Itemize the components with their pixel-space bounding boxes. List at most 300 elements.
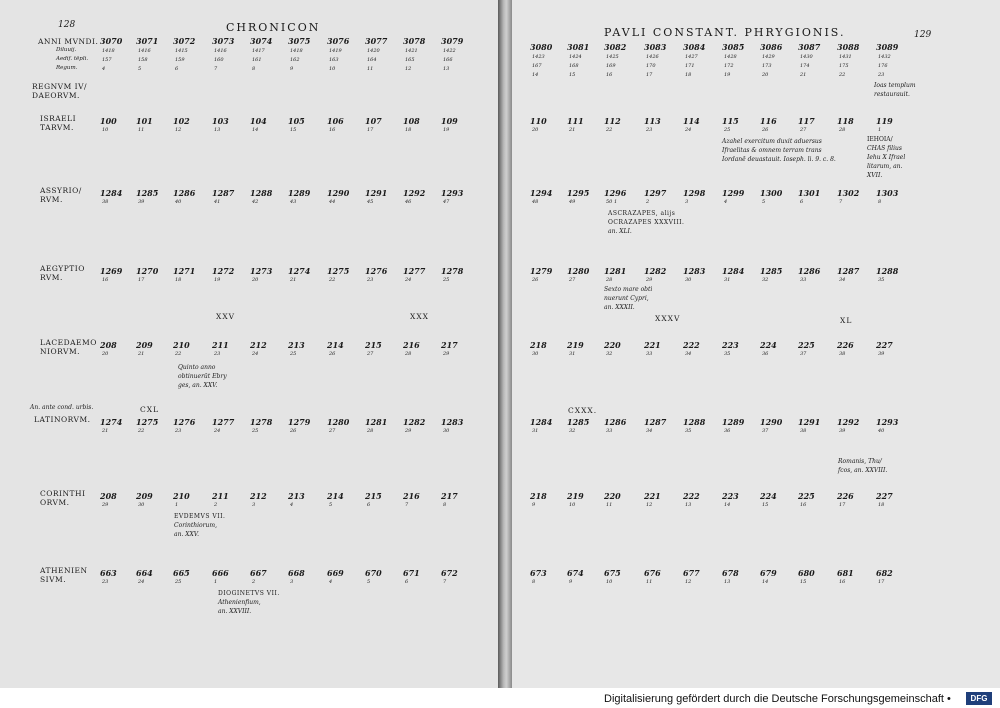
era-value: 1432 (878, 54, 891, 60)
regnal-year: 221 (644, 491, 661, 501)
regnal-sub: 3 (252, 502, 256, 508)
regnal-year: 112 (604, 116, 621, 126)
regnal-sub: 22 (175, 351, 182, 357)
regnal-sub: 25 (290, 351, 297, 357)
regnal-sub: 30 (138, 502, 145, 508)
regnal-sub: 25 (724, 127, 731, 133)
era-value: 18 (685, 72, 692, 78)
regnal-year: 1296 (604, 188, 627, 198)
era-value: 174 (800, 63, 810, 69)
regnal-sub: 16 (329, 127, 336, 133)
regnal-year: 663 (100, 568, 117, 578)
regnal-sub: 35 (878, 277, 885, 283)
regnal-sub: 35 (685, 428, 692, 434)
romani-note: Romanis, Thu/ (838, 458, 882, 465)
regnal-year: 116 (760, 116, 777, 126)
regnal-year: 100 (100, 116, 117, 126)
era-value: 1419 (329, 48, 342, 54)
regnal-year: 1283 (683, 266, 706, 276)
roman-numeral: CXL (140, 405, 160, 414)
regnal-year: 216 (403, 491, 420, 501)
regnal-sub: 26 (329, 351, 336, 357)
regnal-sub: 28 (367, 428, 374, 434)
regnal-year: 209 (136, 491, 153, 501)
regnal-year: 676 (644, 568, 661, 578)
era-value: 6 (175, 66, 179, 72)
year-of-world: 3072 (173, 36, 196, 46)
regnal-year: 1287 (644, 417, 667, 427)
regnal-year: 666 (212, 568, 229, 578)
regnal-year: 102 (173, 116, 190, 126)
athens-note: Athenienfium, (218, 599, 261, 606)
regnal-year: 1284 (100, 188, 123, 198)
era-value: 158 (138, 57, 148, 63)
era-value: 22 (839, 72, 846, 78)
regnal-sub: 21 (138, 351, 145, 357)
regnal-sub: 22 (138, 428, 145, 434)
regnal-sub: 30 (532, 351, 539, 357)
regnal-year: 220 (604, 340, 621, 350)
regnal-year: 224 (760, 340, 777, 350)
regnal-year: 1284 (722, 266, 745, 276)
regnal-year: 114 (683, 116, 700, 126)
regnal-year: 1295 (567, 188, 590, 198)
regnal-sub: 34 (646, 428, 653, 434)
year-of-world: 3083 (644, 42, 667, 52)
regnal-sub: 37 (762, 428, 769, 434)
regnal-sub: 36 (762, 351, 769, 357)
regnal-year: 673 (530, 568, 547, 578)
roman-numeral: CXXX. (568, 406, 598, 415)
regnal-sub: 8 (532, 579, 536, 585)
regnal-year: 679 (760, 568, 777, 578)
regnal-year: 1290 (760, 417, 783, 427)
era-value: 171 (685, 63, 695, 69)
year-of-world: 3086 (760, 42, 783, 52)
era-value: 1422 (443, 48, 456, 54)
regnal-year: 1281 (604, 266, 627, 276)
regnal-sub: 28 (839, 127, 846, 133)
era-value: 10 (329, 66, 336, 72)
regnal-sub: 28 (405, 351, 412, 357)
roman-numeral: XL (840, 316, 853, 325)
era-value: 4 (102, 66, 106, 72)
regnal-year: 667 (250, 568, 267, 578)
regnal-year: 1288 (250, 188, 273, 198)
regnal-sub: 11 (606, 502, 613, 508)
era-value: 163 (329, 57, 339, 63)
regnal-sub: 4 (290, 502, 294, 508)
regnal-year: 1289 (722, 417, 745, 427)
era-value: 162 (290, 57, 300, 63)
regnal-sub: 24 (138, 579, 145, 585)
regnal-year: 222 (683, 340, 700, 350)
regnal-sub: 1 (175, 502, 179, 508)
regnal-sub: 25 (175, 579, 182, 585)
regnal-sub: 42 (252, 199, 259, 205)
regnal-sub: 23 (367, 277, 374, 283)
kingdom-label: LATINORVM. (34, 415, 91, 424)
regnal-sub: 47 (443, 199, 450, 205)
regnal-sub: 8 (443, 502, 447, 508)
era-value: 166 (443, 57, 453, 63)
regnal-year: 108 (403, 116, 420, 126)
regnal-sub: 17 (138, 277, 145, 283)
regnal-sub: 7 (405, 502, 409, 508)
regnal-year: 221 (644, 340, 661, 350)
regnal-sub: 9 (569, 579, 573, 585)
regnal-sub: 12 (175, 127, 182, 133)
regnal-year: 1274 (100, 417, 123, 427)
regnal-year: 1300 (760, 188, 783, 198)
regnal-sub: 23 (175, 428, 182, 434)
regnal-sub: 26 (762, 127, 769, 133)
era-value: 20 (762, 72, 769, 78)
regnal-year: 220 (604, 491, 621, 501)
regnal-sub: 23 (214, 351, 221, 357)
kingdom-label: ASSYRIO/ (40, 186, 82, 195)
regnal-year: 119 (876, 116, 893, 126)
azael-note: Ifraelitas & omnem terram trans (722, 147, 822, 154)
regnal-sub: 5 (762, 199, 766, 205)
lacedaemon-note: Quinto anno (178, 364, 216, 371)
romani-note: fcos, an. XXVIII. (838, 467, 888, 474)
regnal-sub: 6 (367, 502, 371, 508)
left-page (0, 0, 498, 688)
regnal-sub: 10 (569, 502, 576, 508)
regnal-sub: 12 (685, 579, 692, 585)
sexto-note: nuerunt Cypri, (604, 295, 649, 302)
year-of-world: 3089 (876, 42, 899, 52)
regnal-year: 223 (722, 340, 739, 350)
regnal-sub: 38 (102, 199, 109, 205)
regnal-sub: 23 (646, 127, 653, 133)
regnal-sub: 20 (102, 351, 109, 357)
era-value: 12 (405, 66, 412, 72)
regnal-year: 1286 (604, 417, 627, 427)
regnal-sub: 31 (532, 428, 539, 434)
regnal-sub: 27 (569, 277, 576, 283)
regnal-year: 224 (760, 491, 777, 501)
regnal-year: 1276 (173, 417, 196, 427)
era-value: 1415 (175, 48, 188, 54)
era-value: 1416 (138, 48, 151, 54)
era-value: 161 (252, 57, 262, 63)
regnal-sub: 26 (290, 428, 297, 434)
athens-note: an. XXVIII. (218, 608, 252, 615)
regnal-year: 1279 (530, 266, 553, 276)
era-value: 1417 (252, 48, 265, 54)
regnal-year: 1281 (365, 417, 388, 427)
kingdom-label: ISRAELI (40, 114, 77, 123)
year-of-world: 3084 (683, 42, 706, 52)
era-value: 169 (606, 63, 616, 69)
running-head: PAVLI CONSTANT. PHRYGIONIS. (604, 26, 846, 39)
regnal-sub: 26 (532, 277, 539, 283)
regnal-year: 1291 (798, 417, 821, 427)
anni-mundi-label: ANNI MVNDI. (38, 37, 99, 46)
regnal-year: 1290 (327, 188, 350, 198)
regnal-sub: 1 (214, 579, 218, 585)
regnal-year: 1273 (250, 266, 273, 276)
regnal-year: 1285 (567, 417, 590, 427)
era-value: 1431 (839, 54, 852, 60)
regnal-sub: 17 (878, 579, 885, 585)
regnal-sub: 33 (646, 351, 653, 357)
regnal-year: 212 (250, 491, 267, 501)
regnal-year: 1286 (173, 188, 196, 198)
era-value: 14 (532, 72, 539, 78)
regnal-sub: 13 (724, 579, 731, 585)
regnal-sub: 21 (569, 127, 576, 133)
regnal-year: 672 (441, 568, 458, 578)
era-value: 1420 (367, 48, 380, 54)
era-value: 13 (443, 66, 450, 72)
regnal-year: 212 (250, 340, 267, 350)
regnal-sub: 7 (839, 199, 843, 205)
era-sub-label: Regum. (56, 65, 78, 71)
regnal-year: 1280 (567, 266, 590, 276)
regnal-sub: 18 (175, 277, 182, 283)
regnal-year: 222 (683, 491, 700, 501)
era-value: 164 (367, 57, 377, 63)
page-number: 129 (914, 30, 932, 40)
regnal-sub: 24 (405, 277, 412, 283)
regnal-sub: 33 (800, 277, 807, 283)
era-value: 1421 (405, 48, 418, 54)
regnal-sub: 50 1 (606, 199, 618, 205)
era-value: 157 (102, 57, 112, 63)
regnal-year: 217 (441, 340, 458, 350)
kingdom-label: ORVM. (40, 498, 70, 507)
regnal-year: 1272 (212, 266, 235, 276)
era-value: 1430 (800, 54, 813, 60)
book-gutter (498, 0, 512, 688)
regnal-year: 109 (441, 116, 458, 126)
regnal-sub: 24 (685, 127, 692, 133)
era-value: 167 (532, 63, 542, 69)
kingdom-label: RVM. (40, 195, 63, 204)
regnal-year: 680 (798, 568, 815, 578)
temple-note: Ioas templum (874, 82, 916, 89)
regnal-year: 1293 (876, 417, 899, 427)
regnal-year: 227 (876, 340, 893, 350)
era-value: 8 (252, 66, 256, 72)
era-value: 172 (724, 63, 734, 69)
regnal-sub: 45 (367, 199, 374, 205)
era-value: 1416 (214, 48, 227, 54)
regnal-year: 227 (876, 491, 893, 501)
regnal-sub: 5 (367, 579, 371, 585)
regnal-year: 226 (837, 340, 854, 350)
regnal-year: 1270 (136, 266, 159, 276)
regnal-year: 213 (288, 340, 305, 350)
regnal-sub: 34 (839, 277, 846, 283)
regnal-year: 1274 (288, 266, 311, 276)
regnal-sub: 22 (606, 127, 613, 133)
regnal-year: 1278 (250, 417, 273, 427)
regnal-year: 665 (173, 568, 190, 578)
regnal-year: 1283 (441, 417, 464, 427)
regnal-sub: 29 (646, 277, 653, 283)
regnal-sub: 6 (405, 579, 409, 585)
era-value: 1424 (569, 54, 582, 60)
regnal-year: 677 (683, 568, 700, 578)
regnal-sub: 29 (405, 428, 412, 434)
era-value: 11 (367, 66, 374, 72)
regnal-year: 226 (837, 491, 854, 501)
era-value: 15 (569, 72, 576, 78)
regnal-year: 214 (327, 340, 344, 350)
year-of-world: 3076 (327, 36, 350, 46)
regnal-sub: 16 (800, 502, 807, 508)
regnal-sub: 44 (329, 199, 336, 205)
year-of-world: 3071 (136, 36, 159, 46)
regnal-sub: 27 (367, 351, 374, 357)
page-number: 128 (58, 20, 76, 30)
regnal-sub: 6 (800, 199, 804, 205)
year-of-world: 3081 (567, 42, 590, 52)
regnal-year: 1301 (798, 188, 821, 198)
regnal-year: 669 (327, 568, 344, 578)
regnal-sub: 19 (214, 277, 221, 283)
iehoiachas-note: litarum, an. (867, 163, 903, 170)
digitization-credit: Digitalisierung gefördert durch die Deutsche Forschungsgemeinschaft • (604, 693, 951, 705)
temple-note: restaurauit. (874, 91, 910, 98)
regnal-year: 223 (722, 491, 739, 501)
era-value: 7 (214, 66, 218, 72)
regnal-sub: 13 (214, 127, 221, 133)
regnal-sub: 10 (606, 579, 613, 585)
regnal-year: 1280 (327, 417, 350, 427)
regnal-year: 215 (365, 340, 382, 350)
era-value: 1426 (646, 54, 659, 60)
regnal-year: 219 (567, 491, 584, 501)
regnal-year: 216 (403, 340, 420, 350)
lacedaemon-note: obtinuerūt Ebry (178, 373, 227, 380)
regnal-sub: 32 (606, 351, 613, 357)
regnal-sub: 20 (252, 277, 259, 283)
regnal-sub: 34 (685, 351, 692, 357)
regnal-year: 1297 (644, 188, 667, 198)
ascrazapes-note: OCRAZAPES XXXVIII. (608, 219, 685, 226)
era-value: 19 (724, 72, 731, 78)
era-value: 1423 (532, 54, 545, 60)
regnal-year: 117 (798, 116, 815, 126)
regnal-year: 111 (567, 116, 584, 126)
regnal-sub: 29 (443, 351, 450, 357)
regnal-sub: 39 (878, 351, 885, 357)
regnal-year: 1302 (837, 188, 860, 198)
regnal-year: 215 (365, 491, 382, 501)
regnal-year: 1292 (837, 417, 860, 427)
regnal-sub: 18 (405, 127, 412, 133)
regnal-sub: 20 (532, 127, 539, 133)
regnal-year: 1278 (441, 266, 464, 276)
regnal-year: 208 (100, 340, 117, 350)
regnal-sub: 14 (724, 502, 731, 508)
era-value: 160 (214, 57, 224, 63)
year-of-world: 3070 (100, 36, 123, 46)
era-value: 17 (646, 72, 653, 78)
era-value: 1428 (724, 54, 737, 60)
regnal-year: 101 (136, 116, 153, 126)
regnal-year: 1288 (876, 266, 899, 276)
year-of-world: 3074 (250, 36, 273, 46)
kingdom-label: RVM. (40, 273, 63, 282)
azael-note: Azahel exercitum duxit aduersus (722, 138, 822, 145)
regnal-year: 1271 (173, 266, 196, 276)
regnal-year: 1293 (441, 188, 464, 198)
regnal-sub: 2 (214, 502, 218, 508)
regnal-sub: 35 (724, 351, 731, 357)
regnal-sub: 12 (646, 502, 653, 508)
regnal-year: 668 (288, 568, 305, 578)
regnal-year: 1275 (136, 417, 159, 427)
regnal-year: 1298 (683, 188, 706, 198)
regnal-sub: 39 (138, 199, 145, 205)
regnal-year: 674 (567, 568, 584, 578)
regnal-year: 1284 (530, 417, 553, 427)
era-value: 1425 (606, 54, 619, 60)
regnal-sub: 17 (367, 127, 374, 133)
regnal-year: 1279 (288, 417, 311, 427)
regnal-sub: 46 (405, 199, 412, 205)
era-sub-label: Aedif. tēpli. (56, 56, 89, 62)
regnal-year: 664 (136, 568, 153, 578)
regnal-year: 670 (365, 568, 382, 578)
roman-numeral: XXV (216, 312, 236, 321)
iehoiachas-note: CHAS filius (867, 145, 902, 152)
regnal-sub: 31 (724, 277, 731, 283)
era-value: 16 (606, 72, 613, 78)
right-page (512, 0, 1000, 688)
regnal-sub: 28 (606, 277, 613, 283)
regnal-sub: 40 (175, 199, 182, 205)
era-value: 173 (762, 63, 772, 69)
regnal-year: 671 (403, 568, 420, 578)
regnal-year: 104 (250, 116, 267, 126)
regnal-year: 210 (173, 340, 190, 350)
regnal-sub: 4 (724, 199, 728, 205)
regnal-sub: 3 (290, 579, 294, 585)
era-value: 1427 (685, 54, 698, 60)
regnal-sub: 15 (762, 502, 769, 508)
regnal-year: 107 (365, 116, 382, 126)
regnal-sub: 15 (800, 579, 807, 585)
regnal-year: 1292 (403, 188, 426, 198)
regnal-sub: 19 (443, 127, 450, 133)
regnal-year: 209 (136, 340, 153, 350)
regnal-sub: 30 (443, 428, 450, 434)
regnal-year: 105 (288, 116, 305, 126)
kingdom-label: LACEDAEMO (40, 338, 97, 347)
sexto-note: an. XXXII. (604, 304, 635, 311)
regnal-year: 217 (441, 491, 458, 501)
regnal-year: 1277 (403, 266, 426, 276)
era-value: 1429 (762, 54, 775, 60)
regnal-year: 211 (212, 340, 229, 350)
running-head: CHRONICON (226, 21, 321, 34)
regnal-sub: 31 (569, 351, 576, 357)
regnal-year: 210 (173, 491, 190, 501)
regnal-sub: 41 (214, 199, 221, 205)
regnal-year: 682 (876, 568, 893, 578)
regnal-year: 213 (288, 491, 305, 501)
regnal-year: 219 (567, 340, 584, 350)
era-value: 23 (878, 72, 885, 78)
regnal-sub: 24 (214, 428, 221, 434)
